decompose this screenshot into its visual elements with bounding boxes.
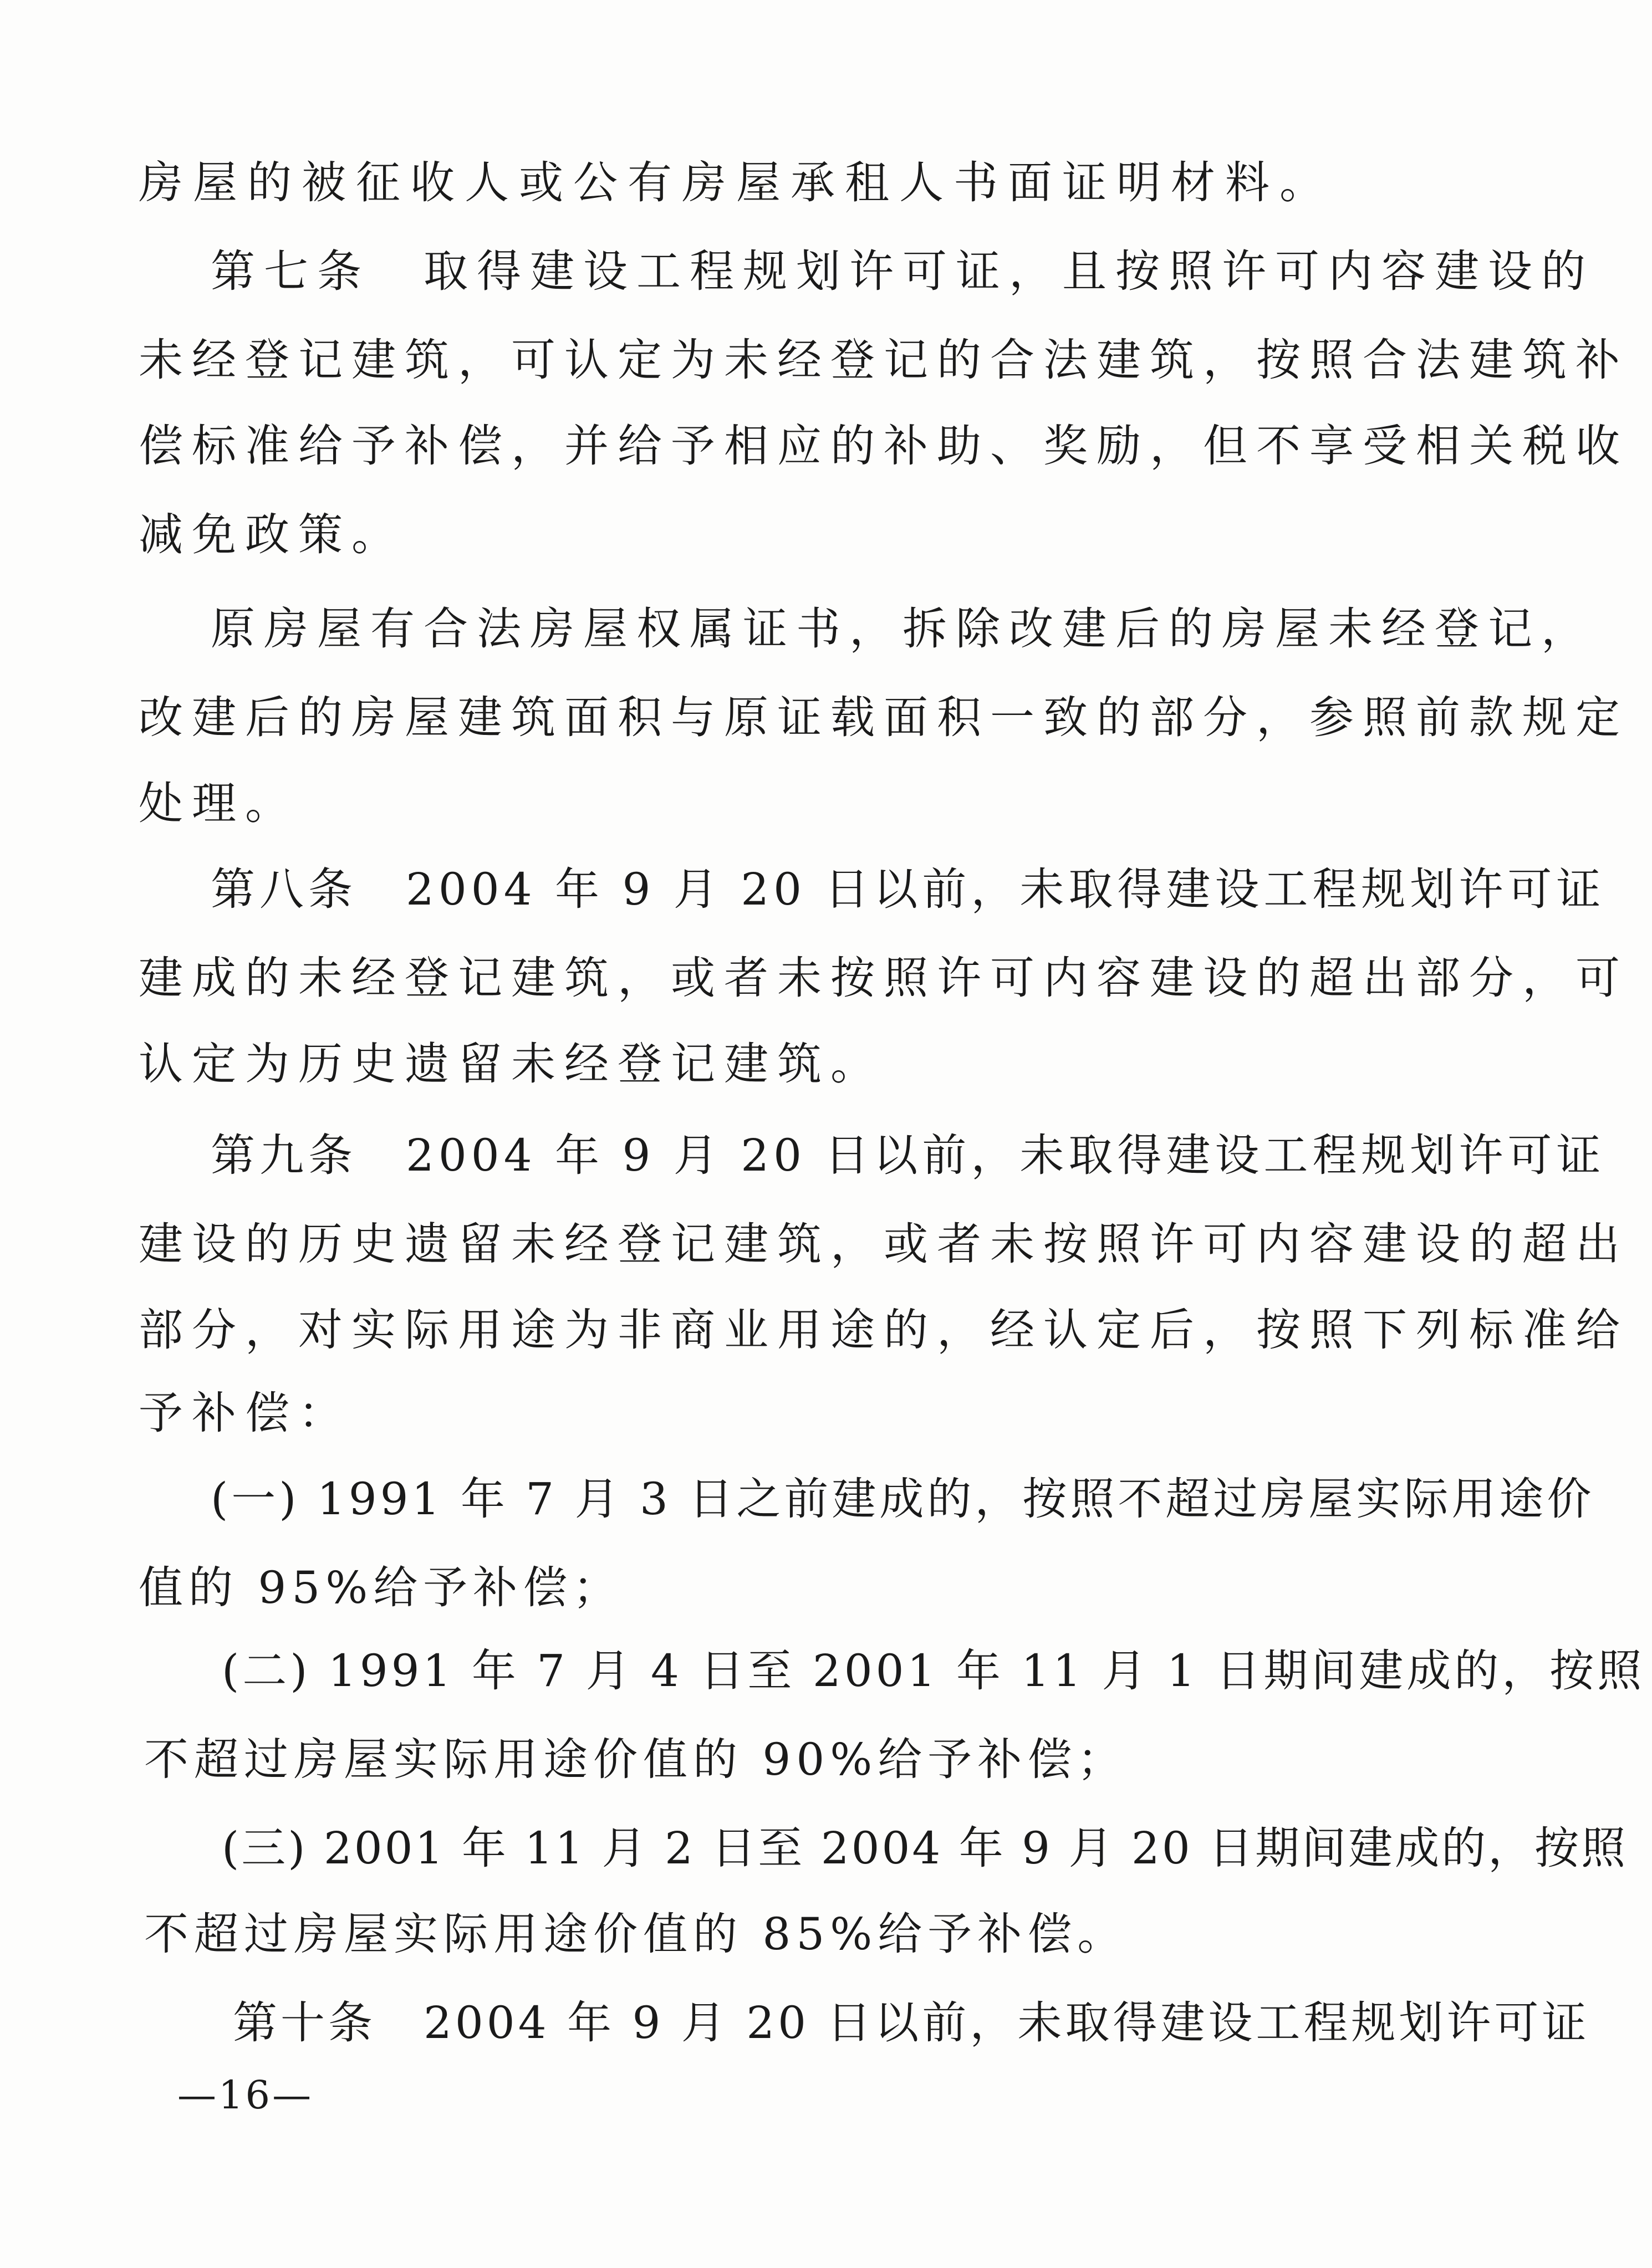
text-line: 减免政策。 <box>139 509 405 560</box>
text-line: 不超过房屋实际用途价值的 85%给予补偿。 <box>144 1908 1128 1960</box>
text-line: 偿标准给予补偿，并给予相应的补助、奖励，但不享受相关税收 <box>139 420 1629 472</box>
text-line: 未经登记建筑，可认定为未经登记的合法建筑，按照合法建筑补 <box>139 334 1629 386</box>
text-line: (一) 1991 年 7 月 3 日之前建成的，按照不超过房屋实际用途价 <box>211 1473 1595 1525</box>
text-line: 第九条 2004 年 9 月 20 日以前，未取得建设工程规划许可证 <box>211 1130 1605 1181</box>
text-line: 不超过房屋实际用途价值的 90%给予补偿； <box>144 1734 1128 1785</box>
text-line: 认定为历史遗留未经登记建筑。 <box>139 1038 884 1090</box>
text-line: 值的 95%给予补偿； <box>139 1562 623 1613</box>
text-line: 建成的未经登记建筑，或者未按照许可内容建设的超出部分，可 <box>139 952 1629 1004</box>
text-line: 予补偿： <box>139 1387 351 1439</box>
text-line: 房屋的被征收人或公有房屋承租人书面证明材料。 <box>139 157 1334 208</box>
text-line: (三) 2001 年 11 月 2 日至 2004 年 9 月 20 日期间建成的，按照 <box>222 1822 1628 1874</box>
text-line: 改建后的房屋建筑面积与原证载面积一致的部分，参照前款规定 <box>139 692 1629 743</box>
text-line: 原房屋有合法房屋权属证书，拆除改建后的房屋未经登记， <box>211 603 1594 655</box>
text-line: 建设的历史遗留未经登记建筑，或者未按照许可内容建设的超出 <box>139 1218 1629 1270</box>
text-line: 第八条 2004 年 9 月 20 日以前，未取得建设工程规划许可证 <box>211 864 1605 915</box>
text-line: 第七条 取得建设工程规划许可证，且按照许可内容建设的 <box>211 246 1594 297</box>
text-line: (二) 1991 年 7 月 4 日至 2001 年 11 月 1 日期间建成的，按照 <box>222 1645 1645 1697</box>
page-number: —16— <box>177 2072 314 2118</box>
text-line: 处理。 <box>139 778 298 829</box>
text-line: 部分，对实际用途为非商业用途的，经认定后，按照下列标准给 <box>139 1304 1629 1356</box>
text-line: 第十条 2004 年 9 月 20 日以前，未取得建设工程规划许可证 <box>233 1997 1590 2049</box>
